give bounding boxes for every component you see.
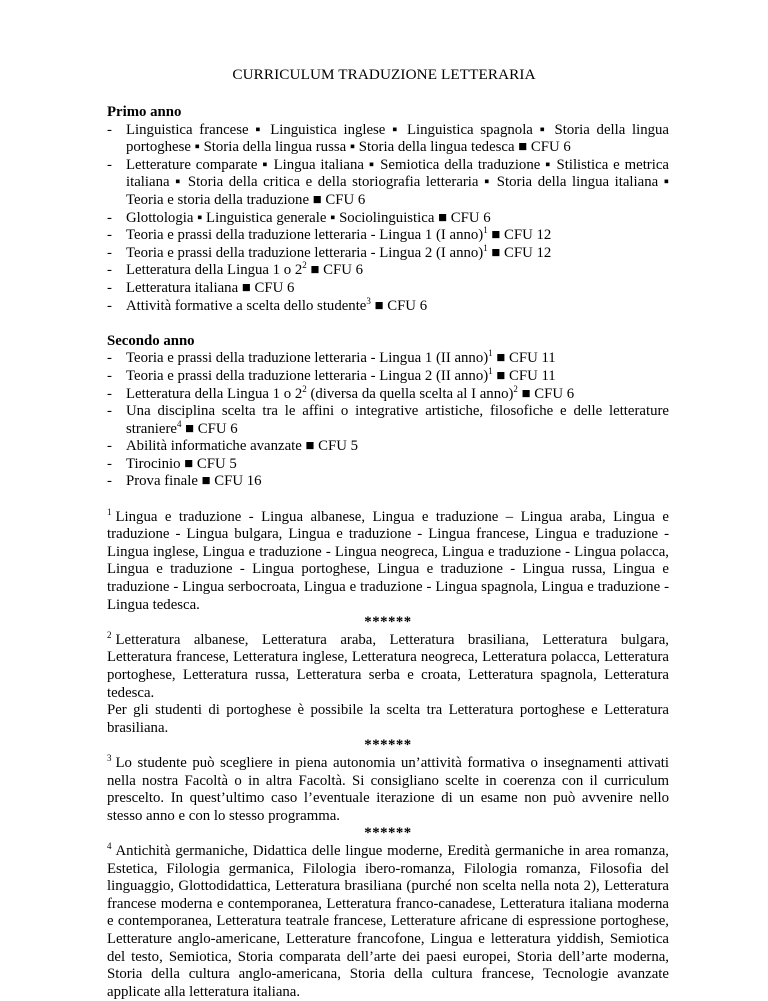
footnote-4: $^4$ Antichità germaniche, Didattica delle lingue moderne, Eredità germaniche in area romanza, Estetica, Filologia germanica, Filologia ibero-romanza, Filologia romanza, Filosofia del linguaggio, Glottodidattica, Letteratura brasiliana (purché non scelta nella nota 2), Letteratura francese moderna e contemporanea, Letteratura franco-canadese, Letteratura italiana moderna e contemporanea, Letteratura teatrale francese, Letterature africane di espressione portoghese, Letterature anglo-americane, Letterature francofone, Lingua e letteratura yiddish, Semiotica del testo, Semiotica, Storia comparata dell’arte dei paesi europei, Storia dell’arte moderna, Storia della cultura anglo-americana, Storia della cultura francese, Tecnologie avanzate applicate alla letteratura italiana. <box>107 841 669 1000</box>
list-item: - Teoria e prassi della traduzione letteraria - Lingua 1 (II anno)$^1$ ■ CFU 11 <box>107 350 669 368</box>
footnote-mark: 3 <box>107 753 112 764</box>
footnote-ref: 2 <box>302 383 307 394</box>
list-item: - Abilità informatiche avanzate ■ CFU 5 <box>107 438 669 456</box>
list-item: - Linguistica francese ▪ Linguistica inglese ▪ Linguistica spagnola ▪ Storia della lingua portoghese ▪ Storia della lingua russa ▪ Storia della lingua tedesca ■ CFU 6 <box>107 122 669 157</box>
footnote-ref: 1 <box>488 348 493 359</box>
list-item: - Prova finale ■ CFU 16 <box>107 473 669 491</box>
list-item: - Tirocinio ■ CFU 5 <box>107 456 669 474</box>
footnote-mark: 2 <box>107 629 112 640</box>
footnote-mark: 4 <box>107 841 112 852</box>
document-body <box>107 104 669 1001</box>
separator: ****** <box>364 737 412 754</box>
list-item: - Una disciplina scelta tra le affini o integrative artistiche, filosofiche e delle letterature straniere$^4$ ■ CFU 6 <box>107 403 669 438</box>
secondo-anno-heading: Secondo anno <box>107 332 195 349</box>
list-item: - Teoria e prassi della traduzione letteraria - Lingua 2 (I anno)$^1$ ■ CFU 12 <box>107 245 669 263</box>
footnote-2: $^2$ Letteratura albanese, Letteratura araba, Letteratura brasiliana, Letteratura bulgara, Letteratura francese, Letteratura inglese, Letteratura neogreca, Letteratura polacca, Letteratura portoghese, Letteratura russa, Letteratura serba e croata, Letteratura spagnola, Letteratura tedesca. <box>107 629 669 701</box>
footnote-1: $^1$ Lingua e traduzione - Lingua albanese, Lingua e traduzione – Lingua araba, Lingua e traduzione - Lingua bulgara, Lingua e traduzione - Lingua francese, Lingua e traduzione - Lingua inglese, Lingua e traduzione - Lingua neogreca, Lingua e traduzione - Lingua polacca, Lingua e traduzione - Lingua portoghese, Lingua e traduzione - Lingua russa, Lingua e traduzione - Lingua serbocroata, Lingua e traduzione - Lingua spagnola, Lingua e traduzione - Lingua tedesca. <box>107 506 669 613</box>
footnote-ref: 3 <box>366 295 371 306</box>
footnote-ref: 1 <box>483 225 488 236</box>
list-item: - Glottologia ▪ Linguistica generale ▪ Sociolinguistica ■ CFU 6 <box>107 210 669 228</box>
list-item: - Letteratura della Lingua 1 o $2^2$ ■ CFU 6 <box>107 262 669 280</box>
primo-anno-list <box>107 122 669 316</box>
primo-anno-heading: Primo anno <box>107 104 182 120</box>
footnote-ref: 1 <box>483 242 488 253</box>
list-item: - Letteratura italiana ■ CFU 6 <box>107 280 669 298</box>
document-title: CURRICULUM TRADUZIONE LETTERARIA <box>232 66 536 83</box>
list-item: - Letteratura della Lingua 1 o $2^2$ (diversa da quella scelta al I anno)$^2$ ■ CFU 6 <box>107 386 669 404</box>
list-item: - Teoria e prassi della traduzione letteraria - Lingua 1 (I anno)$^1$ ■ CFU 12 <box>107 227 669 245</box>
list-item: - Letterature comparate ▪ Lingua italiana ▪ Semiotica della traduzione ▪ Stilistica e metrica italiana ▪ Storia della critica e della storiografia letteraria ▪ Storia della lingua italiana ▪ Teoria e storia della traduzione ■ CFU 6 <box>107 157 669 210</box>
list-item: - Attività formative a scelta dello studente$^3$ ■ CFU 6 <box>107 298 669 316</box>
footnote-3: $^3$ Lo studente può scegliere in piena autonomia un’attività formativa o insegnamenti attivati nella nostra Facoltà o in altra Facoltà. Si consigliano scelte in coerenza con il curriculum prescelto. In quest’ultimo caso l’eventuale iterazione di un esame non può avvenire nello stesso anno e con lo stesso programma. <box>107 753 669 824</box>
footnote-ref: 2 <box>513 383 518 394</box>
footnote-mark: 1 <box>107 506 112 517</box>
footnote-ref: 2 <box>302 260 307 271</box>
footnote-ref: 4 <box>176 418 182 429</box>
list-item: - Teoria e prassi della traduzione letteraria - Lingua 2 (II anno)$^1$ ■ CFU 11 <box>107 368 669 386</box>
secondo-anno-list <box>107 350 669 491</box>
footnote-2-extra: Per gli studenti di portoghese è possibile la scelta tra Letteratura portoghese e Letteratura brasiliana. <box>107 702 669 736</box>
separator: ****** <box>364 614 412 631</box>
separator: ****** <box>364 825 412 842</box>
footnote-ref: 1 <box>488 365 493 376</box>
